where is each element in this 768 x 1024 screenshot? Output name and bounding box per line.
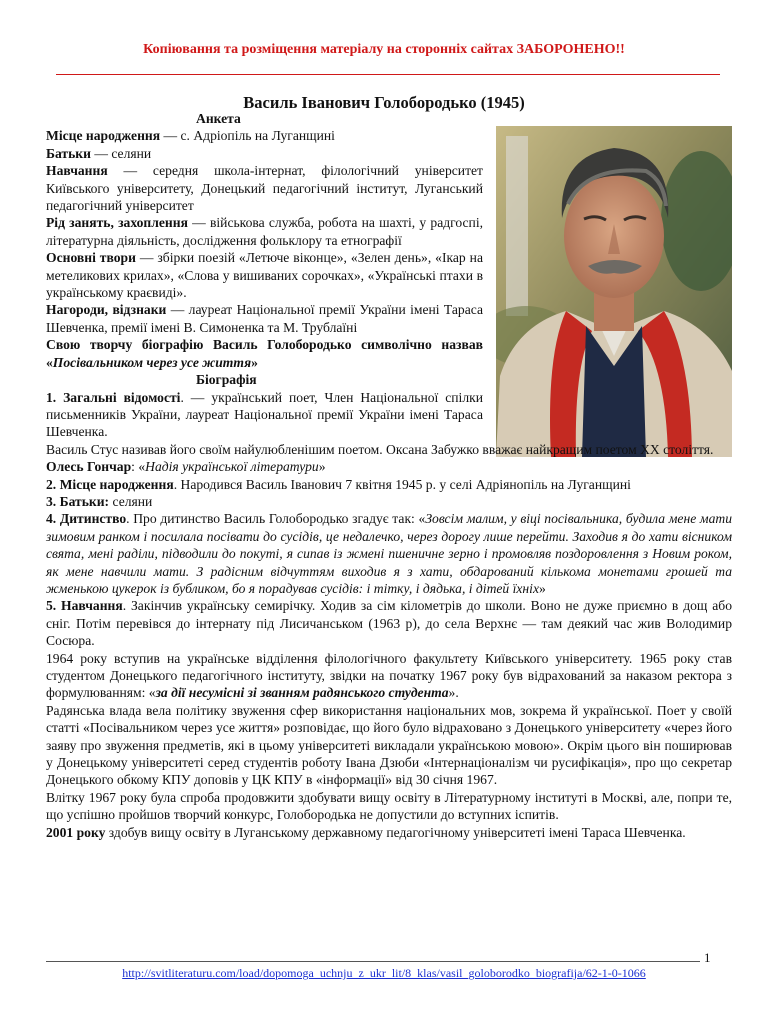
anketa-education — [46, 162, 483, 214]
birth-label: 2. Місце народження — [46, 476, 174, 492]
bio-education-text: . Закінчив українську семирічку. Ходив за сім кілометрів до школи. Воно не дуже приємно в дощ або сніг. Потім перевівся до інтернату під Лисичанськом (1963 р), до села Верхнє — там деякий час жив Володимир Сосюра. — [46, 598, 732, 649]
childhood-end: » — [538, 580, 546, 596]
bio-heading: Біографія — [196, 372, 257, 388]
general-label: 1. Загальні відомості — [46, 389, 181, 405]
bio-childhood — [46, 510, 732, 597]
works-label: Основні твори — [46, 250, 136, 266]
symbolic-end: » — [251, 354, 258, 370]
symbolic-quote: Посівальником через усе життя — [52, 354, 252, 370]
footer-rule — [46, 961, 700, 962]
anketa-symbolic-title — [46, 336, 483, 371]
birthplace-label: Місце народження — [46, 128, 161, 144]
gonchar-end: » — [318, 459, 326, 475]
bio-education-label: 5. Навчання — [46, 598, 123, 614]
bio-stus: Василь Стус називав його своїм найулюбленішим поетом. Оксана Забужко вважає найкращим поетом ХХ століття. — [46, 441, 714, 457]
anketa-parents — [46, 145, 483, 162]
gonchar-quote: Надія української літератури — [145, 459, 319, 475]
y2001-text: здобув вищу освіту в Луганському державному педагогічному університеті імені Тараса Шевченка. — [105, 824, 686, 840]
p1964-text: 1964 року вступив на українське відділення філологічного факультету Київського університету. 1965 року став студентом Донецького педагогічного інституту, звідки на початку 1967 року був відрахований за наказом ректора з формулюванням: « — [46, 650, 732, 701]
parents-label: Батьки — [46, 145, 91, 161]
copy-warning: Копіювання та розміщення матеріалу на сторонніх сайтах ЗАБОРОНЕНО!! — [143, 42, 625, 57]
expulsion-quote: за дії несумісні зі званням радянського студента — [155, 685, 449, 701]
general-text: . — український поет, Член Національної спілки письменників України, лауреат Національної премії України імені Тараса Шевченка. — [46, 389, 484, 440]
bio-section — [46, 441, 732, 841]
y2001-label: 2001 року — [46, 824, 106, 840]
warning-underline — [56, 74, 720, 75]
bio-soviet-policy: Радянська влада вела політику звуження сфер використання національних мов, зокрема й української. Поет у своїй статті «Посівальником через усе життя» розповідає, що його було відраховано з Донецького університету «через його заяву про звуження предметів, які в цьому університеті викладали українською мовою». Окрім цього він поширював у Донецькому університеті серед студентів роботу Івана Дзюби «Інтернаціоналізм чи русифікація», про що секретар Донецького обкому КПУ доповів у ЦК КПУ в «інформації» від 30 січня 1967. — [46, 702, 732, 788]
occupation-text: — військова служба, робота на шахті, у радгоспі, літературна діяльність, дослідження фольклору та етнографії — [46, 215, 484, 248]
bio-summer-1967: Влітку 1967 року була спроба продовжити здобувати вищу освіту в Літературному інституті в Москві, але, попри те, що успішно пройшов творчий конкурс, Голобородька не допустили до вступних іспитів. — [46, 789, 732, 823]
anketa-heading: Анкета — [196, 111, 241, 126]
anketa-awards — [46, 301, 483, 336]
bio-birthplace — [46, 476, 732, 493]
bio-parents — [46, 493, 732, 510]
anketa-works — [46, 249, 483, 301]
bio-parents-label: 3. Батьки: — [46, 493, 110, 509]
occupation-label: Рід занять, захоплення — [46, 215, 188, 231]
bio-1964 — [46, 650, 732, 702]
birthplace-text: — с. Адріопіль на Луганщині — [160, 128, 335, 144]
bio-parents-text: селяни — [109, 493, 153, 509]
education-label: Навчання — [46, 163, 108, 179]
bio-general — [46, 389, 483, 441]
bio-gonchar — [46, 458, 732, 475]
gonchar-label: Олесь Гончар — [46, 459, 132, 475]
works-text: — збірки поезій «Летюче віконце», «Зелен день», «Ікар на метеликових крилах», «Слова у вишиваних сорочках», «Українські птахи в українському краєвиді». — [46, 250, 483, 301]
bio-education — [46, 597, 732, 649]
education-text: — середня школа-інтернат, філологічний університет Київського університету, Донецький педагогічний інститут, Луганський педагогічний університет — [46, 163, 483, 214]
p1964-end: ». — [448, 685, 459, 701]
anketa-birthplace — [46, 127, 483, 144]
gonchar-colon: : « — [131, 459, 146, 475]
bio-2001 — [46, 824, 732, 841]
childhood-text: . Про дитинство Василь Голобородько згадує так: « — [126, 511, 426, 527]
childhood-quote: Зовсім малим, у віці посівальника, будила мене мати зимовим ранком і посилала посівати до сусідів, це недалечко, через дорогу лише перейти. Заходив я до хати вісником свята, мені раділи, підводили до покуті, я сипав із жмені пшеничне зерно і промовляв поздоровлення з Новим роком, як мене навчили мати. З радісним відчуттям виходив я з хати, обдарований кількома монетами грошей та жменькою цукерок із бубликом, бо я порадував сусідів: і тітку, і дядька, і дітей їхніх — [46, 511, 732, 596]
source-link[interactable]: http://svitliteraturu.com/load/dopomoga_uchnju_z_ukr_lit/8_klas/vasil_goloborodko_biografija/62-1-0-1066 — [122, 966, 646, 980]
page-title: Василь Іванович Голобородько (1945) — [243, 93, 525, 112]
page-number: 1 — [704, 950, 711, 965]
anketa-occupation — [46, 214, 483, 249]
symbolic-text: Свою творчу біографію Василь Голобородько символічно назвав « — [46, 337, 483, 370]
awards-text: — лауреат Національної премії України імені Тараса Шевченка, премії імені В. Симоненка та М. Трублаїні — [46, 302, 483, 335]
birth-text: . Народився Василь Іванович 7 квітня 1945 р. у селі Адріянопіль на Луганщині — [173, 476, 631, 492]
childhood-label: 4. Дитинство — [46, 511, 127, 527]
awards-label: Нагороди, відзнаки — [46, 302, 167, 318]
parents-text: — селяни — [90, 145, 152, 161]
document-body — [46, 110, 732, 841]
anketa-section — [46, 110, 483, 441]
